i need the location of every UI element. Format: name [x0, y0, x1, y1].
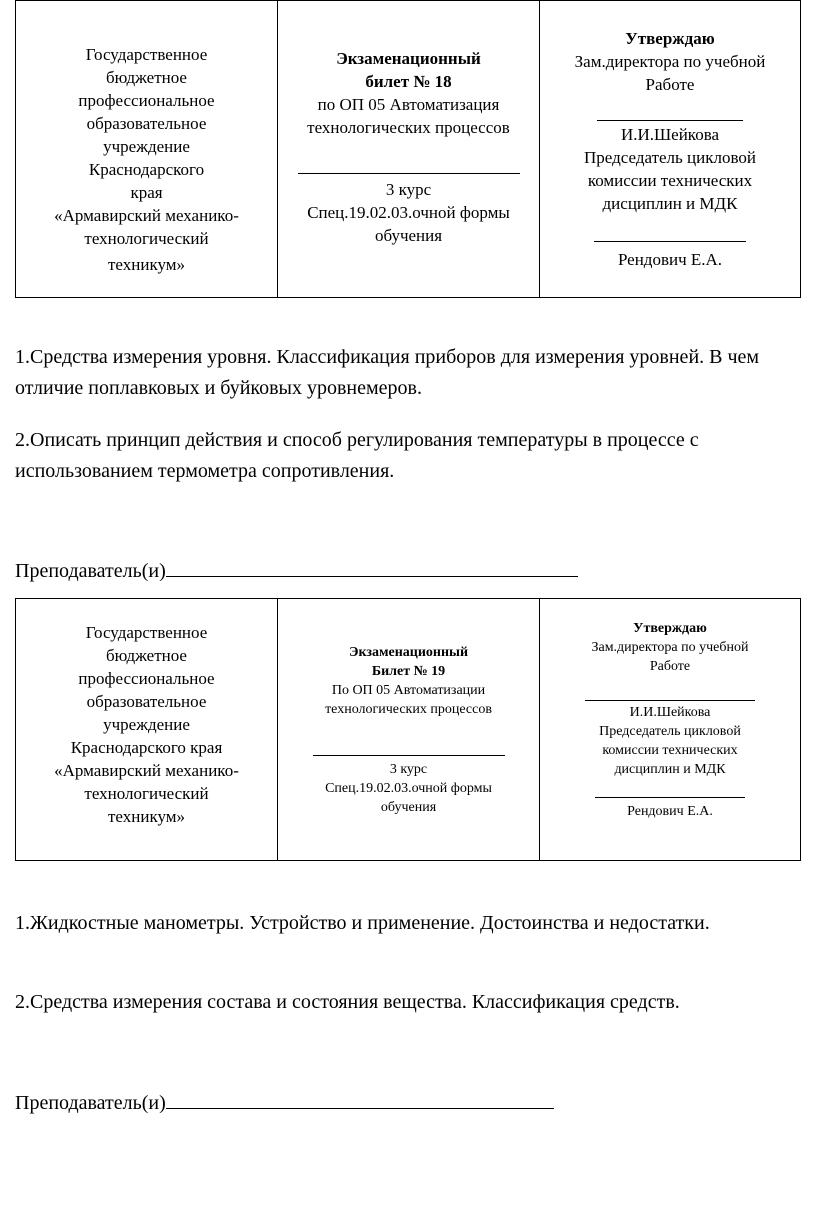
institution-line: учреждение	[103, 715, 190, 734]
teacher-label: Преподаватель(и)	[15, 1092, 166, 1114]
teacher-signature	[15, 558, 578, 583]
institution-line: бюджетное	[106, 68, 187, 87]
approve-line: Зам.директора по учебной	[574, 52, 766, 71]
subject-line: По ОП 05 Автоматизации	[331, 683, 486, 698]
subject-line: технологических процессов	[307, 118, 510, 137]
chair-name: Рендович Е.А.	[617, 250, 723, 269]
ticket-number: билет № 18	[365, 72, 452, 91]
deputy-name: И.И.Шейкова	[629, 705, 711, 720]
ticket-info-cell	[278, 1, 540, 297]
institution-line: Государственное	[85, 45, 208, 64]
institution-line: «Армавирский механико-	[54, 206, 239, 225]
institution-cell	[16, 599, 278, 860]
approve-title: Утверждаю	[633, 621, 707, 636]
teacher-label: Преподаватель(и)	[15, 560, 166, 582]
subject-line: по ОП 05 Автоматизация	[317, 95, 500, 114]
divider-line	[298, 173, 520, 174]
chair-line: Председатель цикловой	[599, 724, 741, 739]
chair-line: комиссии технических	[602, 743, 738, 758]
signature-line	[585, 700, 755, 701]
approval-cell	[540, 599, 800, 860]
institution-line: образовательное	[86, 692, 207, 711]
divider-line	[313, 755, 505, 756]
institution-line: технологический	[84, 784, 209, 803]
signature-line	[594, 241, 746, 242]
teacher-signature	[15, 1090, 554, 1115]
approve-title: Утверждаю	[625, 29, 715, 48]
signature-line	[597, 120, 743, 121]
deputy-name: И.И.Шейкова	[620, 125, 720, 144]
spec-line: обучения	[380, 800, 437, 815]
spec-line: Спец.19.02.03.очной формы	[325, 781, 492, 796]
institution-line: технологический	[84, 229, 209, 248]
course: 3 курс	[389, 762, 428, 777]
ticket-title: Экзаменационный	[336, 49, 481, 68]
chair-line: комиссии технических	[587, 171, 753, 190]
ticket-number: Билет № 19	[371, 664, 446, 679]
signature-line	[595, 797, 745, 798]
institution-line: Государственное	[85, 623, 208, 642]
chair-line: дисциплин и МДК	[614, 762, 726, 777]
chair-line: дисциплин и МДК	[602, 194, 738, 213]
institution-line: края	[130, 183, 163, 202]
institution-line: Краснодарского края	[70, 738, 223, 757]
spec-line: Спец.19.02.03.очной формы	[307, 203, 510, 222]
institution-line: образовательное	[86, 114, 207, 133]
approve-line: Зам.директора по учебной	[591, 640, 749, 655]
approve-line: Работе	[645, 75, 695, 94]
institution-line: «Армавирский механико-	[54, 761, 239, 780]
institution-line: техникум»	[108, 807, 185, 826]
question-1: 1.Средства измерения уровня. Классификация приборов для измерения уровней. В чем отличие поплавковых и буйковых уровнемеров.	[15, 346, 760, 399]
institution-line: Краснодарского	[88, 160, 205, 179]
ticket-info-cell	[278, 599, 540, 860]
institution-line: профессиональное	[78, 91, 215, 110]
chair-name: Рендович Е.А.	[627, 804, 713, 819]
course: 3 курс	[385, 180, 432, 199]
spec-line: обучения	[374, 226, 443, 245]
question-1: 1.Жидкостные манометры. Устройство и применение. Достоинства и недостатки.	[15, 912, 710, 934]
question-2: 2.Описать принцип действия и способ регулирования температуры в процессе с использованием термометра сопротивления.	[15, 429, 699, 482]
institution-line: техникум»	[108, 255, 185, 274]
institution-line: профессиональное	[78, 669, 215, 688]
approval-cell	[540, 1, 800, 297]
institution-cell	[16, 1, 278, 297]
chair-line: Председатель цикловой	[584, 148, 756, 167]
teacher-blank-line	[166, 1090, 554, 1109]
question-2: 2.Средства измерения состава и состояния вещества. Классификация средств.	[15, 991, 680, 1013]
teacher-blank-line	[166, 558, 578, 577]
ticket-19-header-table	[15, 598, 801, 861]
institution-line: бюджетное	[106, 646, 187, 665]
institution-line: учреждение	[103, 137, 190, 156]
ticket-title: Экзаменационный	[348, 645, 469, 660]
approve-line: Работе	[649, 659, 691, 674]
ticket-18-header-table	[15, 0, 801, 298]
subject-line: технологических процессов	[325, 702, 492, 717]
